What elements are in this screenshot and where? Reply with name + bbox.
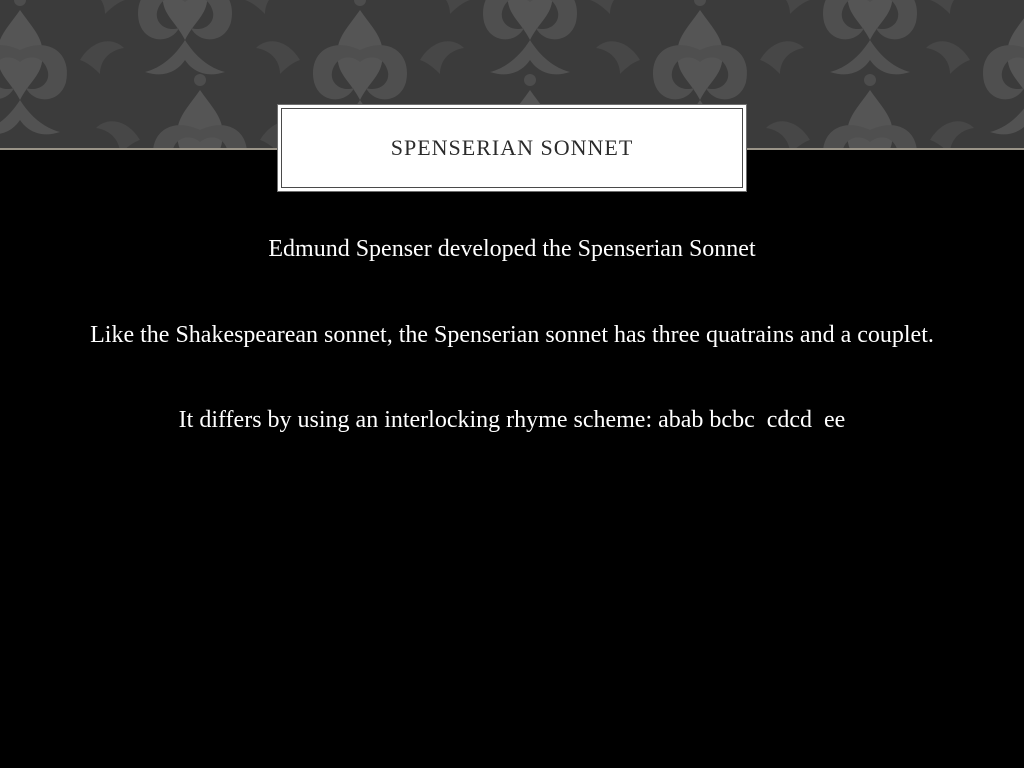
slide-body bbox=[48, 232, 976, 489]
title-box bbox=[277, 104, 747, 192]
body-line-rhyme-scheme: It differs by using an interlocking rhyme scheme: abab bcbc cdcd ee bbox=[178, 407, 846, 433]
title-box-inner-border bbox=[281, 108, 743, 188]
body-line-origin: Edmund Spenser developed the Spenserian Sonnet bbox=[268, 236, 756, 262]
body-line-structure: Like the Shakespearean sonnet, the Spenserian sonnet has three quatrains and a couplet. bbox=[90, 322, 934, 348]
slide-title: SPENSERIAN SONNET bbox=[390, 135, 634, 160]
